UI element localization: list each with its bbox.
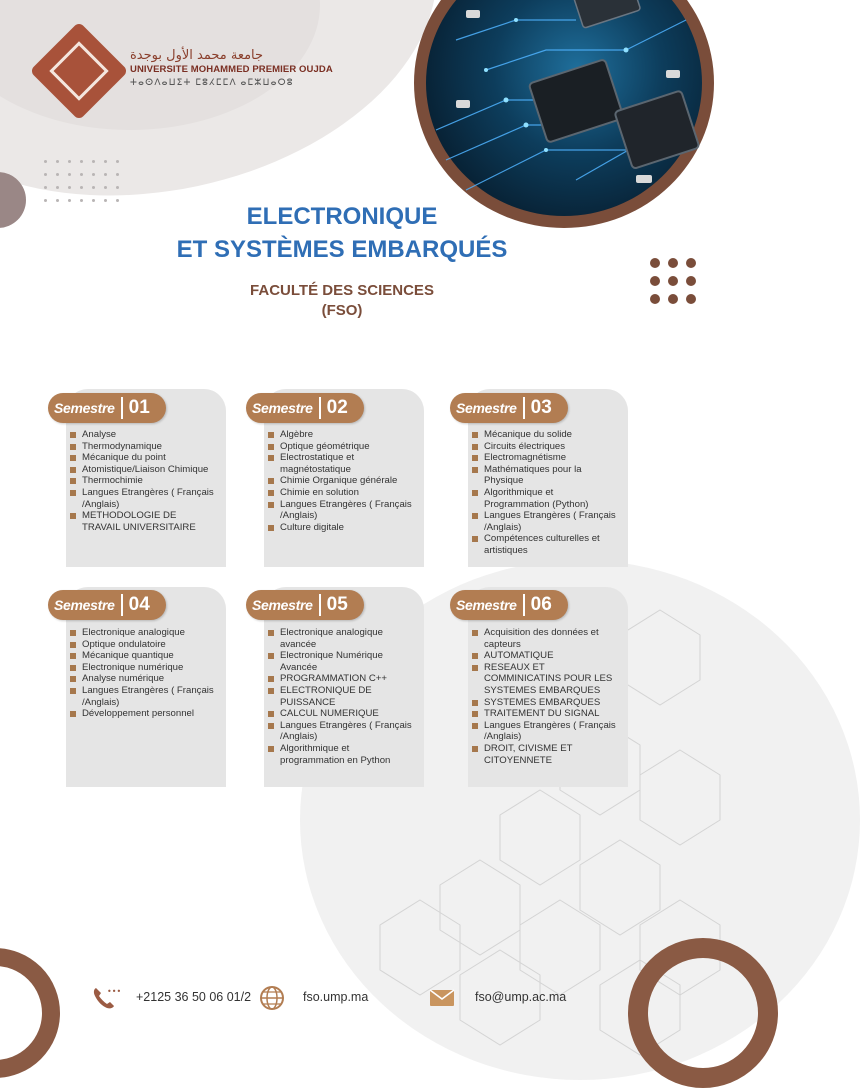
program-title-line2: ET SYSTÈMES EMBARQUÉS (176, 236, 508, 263)
semester-tag (246, 590, 364, 620)
course-item: Chimie Organique générale (268, 475, 414, 487)
course-list (472, 429, 618, 557)
semester-tag-divider (319, 397, 321, 419)
semester-label: Semestre (456, 597, 517, 613)
semester-number: 06 (530, 594, 552, 615)
course-item: Algorithmique et programmation en Python (268, 743, 414, 766)
course-item: Algorithmique et Programmation (Python) (472, 487, 618, 510)
course-item: Développement personnel (70, 708, 216, 720)
course-item: Optique géométrique (268, 441, 414, 453)
course-item: Acquisition des données et capteurs (472, 627, 618, 650)
semester-tag-divider (523, 397, 525, 419)
course-item: Langues Etrangères ( Français /Anglais) (70, 685, 216, 708)
course-item: Thermochimie (70, 475, 216, 487)
course-item: Langues Etrangères ( Français /Anglais) (268, 720, 414, 743)
semester-tag (450, 393, 568, 423)
course-item: Culture digitale (268, 522, 414, 534)
semester-number: 04 (128, 594, 150, 615)
course-item: SYSTEMES EMBARQUES (472, 697, 618, 709)
course-item: Electrostatique et magnétostatique (268, 452, 414, 475)
decorative-ring (0, 948, 60, 1078)
decorative-ring (628, 938, 778, 1088)
semester-label: Semestre (456, 400, 517, 416)
semester-label: Semestre (54, 597, 115, 613)
semester-tag (48, 590, 166, 620)
semester-tag (246, 393, 364, 423)
course-item: Langues Etrangères ( Français /Anglais) (70, 487, 216, 510)
semester-number: 01 (128, 397, 150, 418)
program-title-line1: ELECTRONIQUE (246, 203, 438, 230)
course-list (70, 627, 216, 720)
semester-tag (450, 590, 568, 620)
course-item: CALCUL NUMERIQUE (268, 708, 414, 720)
semester-number: 05 (326, 594, 348, 615)
course-item: METHODOLOGIE DE TRAVAIL UNIVERSITAIRE (70, 510, 216, 533)
course-item: Compétences culturelles et artistiques (472, 533, 618, 556)
semester-tag-divider (121, 594, 123, 616)
course-item: Langues Etrangères ( Français /Anglais) (268, 499, 414, 522)
course-item: Mécanique quantique (70, 650, 216, 662)
decorative-dot-grid (44, 160, 118, 202)
course-item: Electronique numérique (70, 662, 216, 674)
semester-tag (48, 393, 166, 423)
course-item: Electronique analogique avancée (268, 627, 414, 650)
course-item: Thermodynamique (70, 441, 216, 453)
university-name-tifinagh: ⵜⴰⵙⴷⴰⵡⵉⵜ ⵎⵓⵃⵎⵎⴷ ⴰⵎⵣⵡⴰⵔⵓ (130, 77, 294, 87)
course-item: Circuits électriques (472, 441, 618, 453)
semester-tag-divider (319, 594, 321, 616)
course-item: Mécanique du point (70, 452, 216, 464)
course-item: Analyse (70, 429, 216, 441)
course-list (268, 429, 414, 533)
course-item: Algèbre (268, 429, 414, 441)
course-item: AUTOMATIQUE (472, 650, 618, 662)
course-item: Mathématiques pour la Physique (472, 464, 618, 487)
course-item: Atomistique/Liaison Chimique (70, 464, 216, 476)
course-list (268, 627, 414, 766)
course-item: RESEAUX ET COMMINICATINS POUR LES SYSTEMES EMBARQUES (472, 662, 618, 697)
course-item: Mécanique du solide (472, 429, 618, 441)
semester-tag-divider (121, 397, 123, 419)
semester-number: 03 (530, 397, 552, 418)
course-item: Chimie en solution (268, 487, 414, 499)
svg-text:•••: ••• (107, 987, 122, 996)
university-name: UNIVERSITE MOHAMMED PREMIER OUJDA (130, 64, 333, 75)
course-item: Langues Etrangères ( Français /Anglais) (472, 720, 618, 743)
course-item: Electromagnétisme (472, 452, 618, 464)
course-item: Electronique Numérique Avancée (268, 650, 414, 673)
semester-tag-divider (523, 594, 525, 616)
university-name-arabic: جامعة محمد الأول بوجدة (130, 48, 264, 63)
semester-number: 02 (326, 397, 348, 418)
globe-icon (258, 984, 286, 1017)
footer-phone: +2125 36 50 06 01/2 (136, 990, 252, 1004)
course-list (70, 429, 216, 533)
course-item: Optique ondulatoire (70, 639, 216, 651)
semester-label: Semestre (252, 597, 313, 613)
envelope-icon (428, 986, 456, 1015)
faculty-name: FACULTÉ DES SCIENCES (250, 282, 434, 299)
semester-label: Semestre (54, 400, 115, 416)
course-list (472, 627, 618, 766)
course-item: PROGRAMMATION C++ (268, 673, 414, 685)
footer-website[interactable]: fso.ump.ma (303, 990, 369, 1004)
course-item: Electronique analogique (70, 627, 216, 639)
phone-icon (90, 984, 122, 1017)
course-item: ELECTRONIQUE DE PUISSANCE (268, 685, 414, 708)
course-item: DROIT, CIVISME ET CITOYENNETE (472, 743, 618, 766)
course-item: Langues Etrangères ( Français /Anglais) (472, 510, 618, 533)
course-item: TRAITEMENT DU SIGNAL (472, 708, 618, 720)
footer-email[interactable]: fso@ump.ac.ma (475, 990, 567, 1004)
circuit-board-image (414, 0, 714, 228)
course-item: Analyse numérique (70, 673, 216, 685)
semester-label: Semestre (252, 400, 313, 416)
faculty-acronym: (FSO) (321, 302, 363, 319)
